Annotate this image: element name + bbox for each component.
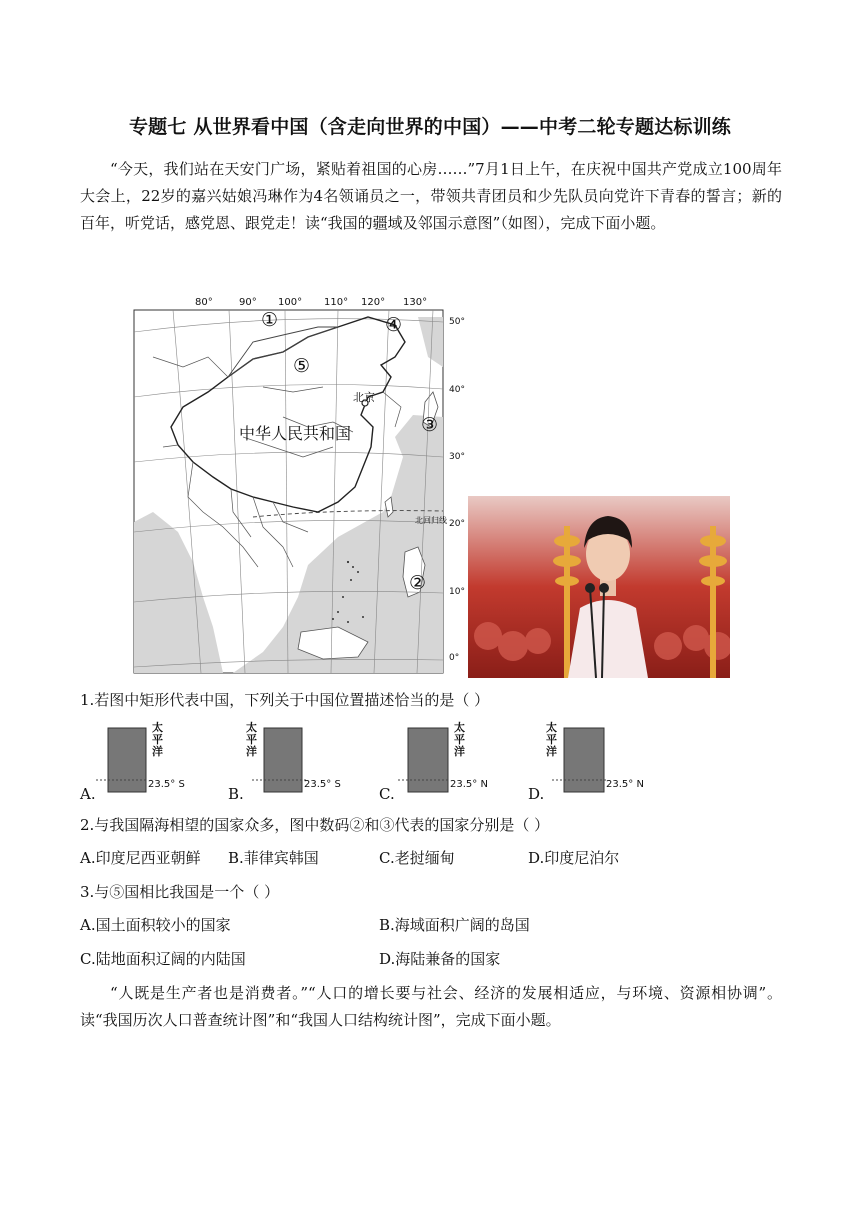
- q1-option-a-lat: 23.5° S: [148, 779, 185, 790]
- territory-map-svg: [133, 297, 463, 674]
- q2-option-b: B.菲律宾韩国: [228, 849, 319, 867]
- q2-option-a: A.印度尼西亚朝鲜: [80, 849, 201, 867]
- q3-option-c: C.陆地面积辽阔的内陆国: [80, 950, 246, 968]
- lat-label-30: 30°: [449, 452, 465, 462]
- territory-map: [133, 297, 463, 674]
- lat-label-50: 50°: [449, 317, 465, 327]
- speaker-photo-svg: [468, 496, 730, 678]
- q1-option-d-ocean: 太平洋: [546, 721, 557, 758]
- lon-label-100: 100°: [278, 297, 303, 308]
- q2-option-d: D.印度尼泊尔: [528, 849, 620, 867]
- q1-stem: 1.若图中矩形代表中国，下列关于中国位置描述恰当的是（ ）: [80, 691, 490, 709]
- q1-option-b-letter: B.: [228, 785, 244, 803]
- lon-label-120: 120°: [361, 297, 386, 308]
- q1-option-d-letter: D.: [528, 785, 545, 803]
- lon-label-110: 110°: [324, 297, 349, 308]
- q1-option-a-figure: [96, 722, 206, 798]
- lon-label-130: 130°: [403, 297, 428, 308]
- q1-option-b-figure: [246, 722, 356, 798]
- marker-3: ③: [421, 414, 439, 436]
- lon-label-90: 90°: [239, 297, 257, 308]
- q1-option-c-figure: [398, 722, 508, 798]
- marker-1: ①: [261, 309, 279, 331]
- q2-option-c: C.老挝缅甸: [379, 849, 455, 867]
- page-title: 专题七 从世界看中国（含走向世界的中国）——中考二轮专题达标训练: [128, 116, 732, 138]
- q1-option-c-letter: C.: [379, 785, 395, 803]
- lat-label-40: 40°: [449, 385, 465, 395]
- q1-option-c-ocean: 太平洋: [454, 721, 465, 758]
- speaker-photo: [468, 496, 730, 678]
- q1-option-b-ocean: 太平洋: [246, 721, 257, 758]
- passage-2: “人既是生产者也是消费者。”“人口的增长要与社会、经济的发展相适应，与环境、资源相协调”。读“我国历次人口普查统计图”和“我国人口结构统计图”，完成下面小题。: [80, 984, 782, 1029]
- q3-option-d: D.海陆兼备的国家: [379, 950, 501, 968]
- lat-label-20: 20°: [449, 519, 465, 529]
- q3-stem: 3.与⑤国相比我国是一个（ ）: [80, 883, 280, 901]
- q1-option-c-lat: 23.5° N: [450, 779, 488, 790]
- q1-option-b-lat: 23.5° S: [304, 779, 341, 790]
- lat-label-0: 0°: [449, 653, 460, 663]
- marker-5: ⑤: [293, 355, 311, 377]
- q1-option-d-figure: [546, 722, 656, 798]
- marker-4: ④: [385, 314, 403, 336]
- intro-paragraph: “今天，我们站在天安门广场，紧贴着祖国的心房……”7月1日上午，在庆祝中国共产党成立100周年大会上，22岁的嘉兴姑娘冯琳作为4名领诵员之一，带领共青团员和少先队员向党许下青春的誓言；新的百年，听党话，感党恩、跟党走！读“我国的疆域及邻国示意图”（如图），完成下面小题。: [80, 160, 782, 232]
- q1-option-a-letter: A.: [80, 785, 96, 803]
- q1-option-a-ocean: 太平洋: [152, 721, 163, 758]
- capital-label: 北京: [353, 391, 375, 404]
- lat-label-10: 10°: [449, 587, 465, 597]
- q3-option-a: A.国土面积较小的国家: [80, 916, 231, 934]
- q1-option-d-lat: 23.5° N: [606, 779, 644, 790]
- tropic-label: 北回归线: [415, 516, 447, 525]
- country-label: 中华人民共和国: [239, 424, 352, 443]
- lon-label-80: 80°: [195, 297, 213, 308]
- q2-stem: 2.与我国隔海相望的国家众多，图中数码②和③代表的国家分别是（ ）: [80, 816, 550, 834]
- marker-2: ②: [409, 572, 427, 594]
- q3-option-b: B.海域面积广阔的岛国: [379, 916, 530, 934]
